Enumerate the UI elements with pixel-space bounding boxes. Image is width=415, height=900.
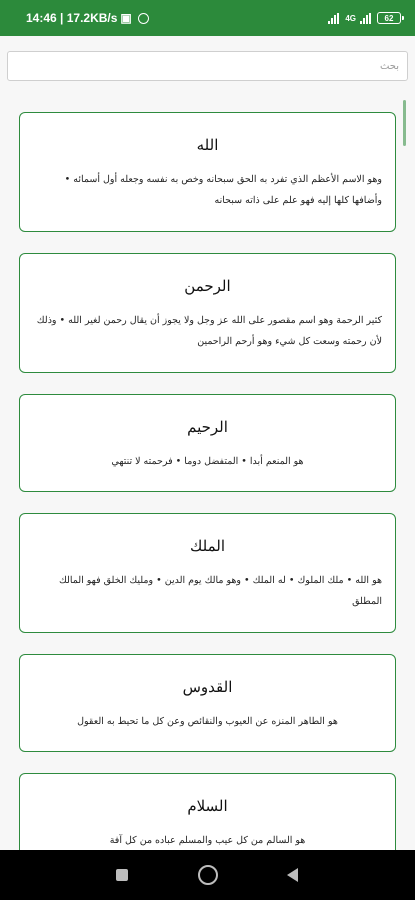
name-title: الله (196, 136, 219, 154)
network-type: 4G (345, 13, 356, 23)
name-description: هو الطاهر المنزه عن العيوب والنقائص وعن كل ما تحيط به العقول (77, 716, 338, 727)
square-icon (116, 869, 128, 881)
name-title: السلام (187, 797, 228, 815)
name-card[interactable] (19, 394, 396, 492)
name-card[interactable] (19, 253, 396, 373)
status-right (328, 12, 401, 24)
name-card[interactable] (19, 773, 396, 850)
home-button[interactable] (178, 850, 238, 900)
name-card[interactable] (19, 513, 396, 633)
battery-level: 62 (384, 13, 394, 23)
system-nav-bar (0, 850, 415, 900)
name-card[interactable] (19, 112, 396, 232)
whatsapp-notification-icon (138, 13, 149, 24)
name-title: الملك (189, 537, 226, 555)
name-title: القدوس (182, 678, 233, 696)
name-description: وهو الاسم الأعظم الذي تفرد به الحق سبحانه وخص به نفسه وجعله أول أسمائه • وأضافها كلها إليه فهو علم على ذاته سبحانه (64, 174, 382, 206)
circle-icon (198, 865, 218, 885)
name-title: الرحمن (184, 277, 231, 295)
name-card[interactable] (19, 654, 396, 752)
status-bar (0, 0, 415, 36)
scrollbar[interactable] (403, 100, 406, 146)
back-triangle-icon (287, 868, 298, 882)
status-time-speed: 14:46 | 17.2KB/s (26, 11, 118, 25)
name-description: كثير الرحمة وهو اسم مقصور على الله عز وجل ولا يجوز أن يقال رحمن لغير الله • وذلك لأن رحمته وسعت كل شيء وهو أرحم الراحمين (36, 315, 382, 347)
name-title: الرحيم (187, 418, 228, 436)
signal-icon (328, 13, 339, 24)
signal-icon-2 (360, 13, 371, 24)
name-description: هو الله • ملك الملوك • له الملك • وهو مالك يوم الدين • ومليك الخلق فهو المالك المطلق (58, 575, 382, 607)
search-input[interactable] (8, 52, 407, 80)
recent-apps-button[interactable] (92, 850, 152, 900)
names-list[interactable] (0, 100, 415, 850)
gallery-notification-icon: ▣ (120, 11, 132, 25)
name-description: هو المنعم أبدا • المتفضل دوما • فرحمته لا تنتهي (111, 456, 304, 467)
search-box[interactable] (7, 51, 408, 81)
back-button[interactable] (262, 850, 322, 900)
battery-icon (377, 12, 401, 24)
status-left (26, 11, 149, 25)
name-description: هو السالم من كل عيب والمسلم عباده من كل آفة (109, 835, 306, 846)
